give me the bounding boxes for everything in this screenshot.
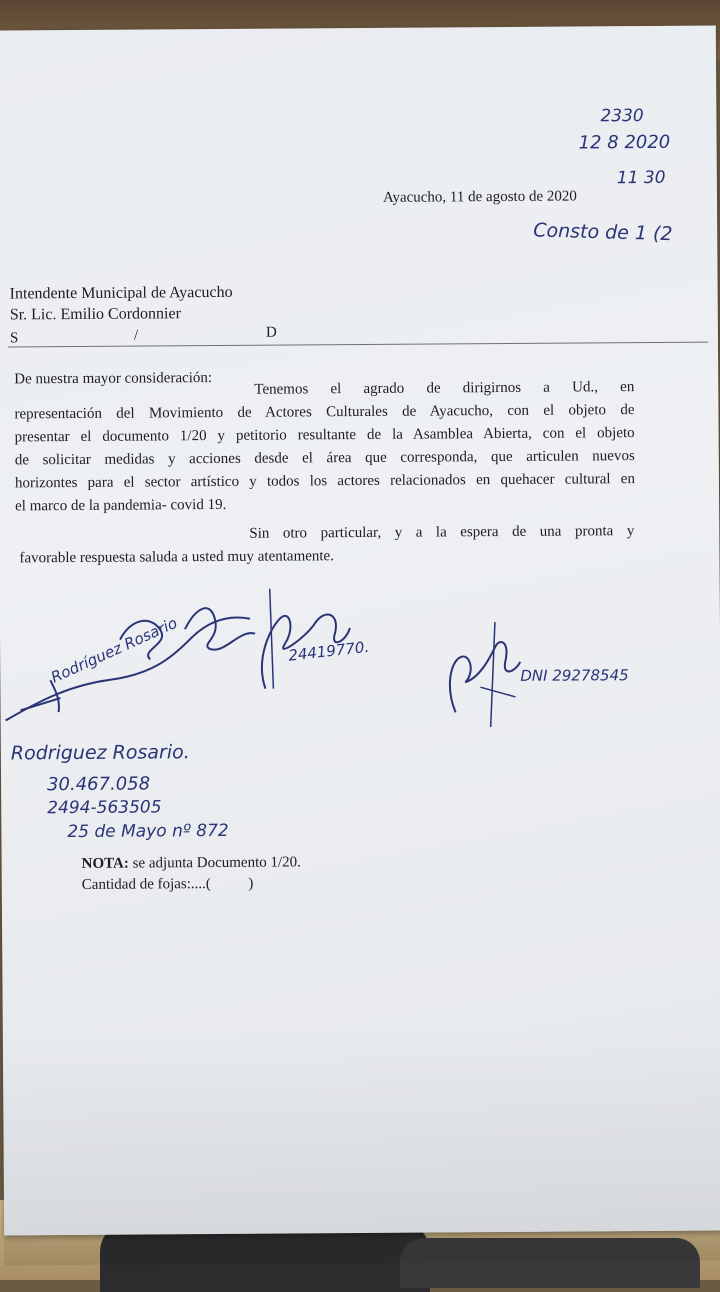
signature-2-dni: 24419770.: [287, 637, 371, 665]
signature-3: [440, 617, 531, 728]
body-line: representación del Movimiento de Actores Culturales de Ayacucho, con el objeto de: [14, 402, 635, 423]
body-line: horizontes para el sector artístico y todos los actores relacionados en quehacer cultural en: [14, 471, 636, 492]
recipient-d: D: [265, 324, 277, 341]
body-line: Tenemos el agrado de dirigirnos a Ud., en: [254, 379, 635, 398]
body-line: el marco de la pandemia- covid 19.: [15, 496, 227, 515]
letter-page: [0, 26, 720, 1236]
recipient-name: Sr. Lic. Emilio Cordonnier: [9, 305, 181, 324]
contact-dni: 30.467.058: [46, 773, 151, 796]
stamp-date: 12 8 2020: [578, 131, 671, 154]
place-date: Ayacucho, 11 de agosto de 2020: [382, 188, 577, 206]
contact-phone: 2494-563505: [47, 797, 162, 819]
contact-name: Rodriguez Rosario.: [10, 741, 190, 765]
signature-3-dni: DNI 29278545: [520, 666, 629, 685]
recipient-slash: /: [133, 327, 139, 344]
body-paragraph: [14, 376, 635, 518]
salutation: De nuestra mayor consideración:: [14, 370, 213, 388]
stamp-note: Consto de 1 (2: [532, 219, 673, 246]
recipient-title: Intendente Municipal de Ayacucho: [9, 283, 233, 303]
body-line: de solicitar medidas y acciones desde el área que corresponda, que articulen nuevos: [14, 448, 635, 469]
recipient-s: S: [9, 330, 19, 347]
stamp-time: 11 30: [616, 167, 666, 189]
nota-label: NOTA:: [81, 855, 129, 872]
closing-line: favorable respuesta saluda a usted muy atentamente.: [19, 548, 335, 567]
nota-line: [82, 854, 301, 873]
contact-address: 25 de Mayo nº 872: [67, 820, 229, 843]
signature-1: [0, 589, 281, 731]
closing-line: Sin otro particular, y a la espera de una pronta y: [249, 523, 635, 542]
nota-text: se adjunta Documento 1/20.: [128, 854, 301, 872]
fojas-line: Cantidad de fojas:....( ): [81, 875, 254, 893]
recipient-underline: [8, 342, 708, 348]
stamp-number: 2330: [600, 106, 644, 127]
signature-1-text: Rodríguez Rosario: [48, 613, 180, 687]
body-line: presentar el documento 1/20 y petitorio resultante de la Asamblea Abierta, con el objeto: [14, 425, 635, 446]
closing-paragraph: [19, 520, 634, 570]
